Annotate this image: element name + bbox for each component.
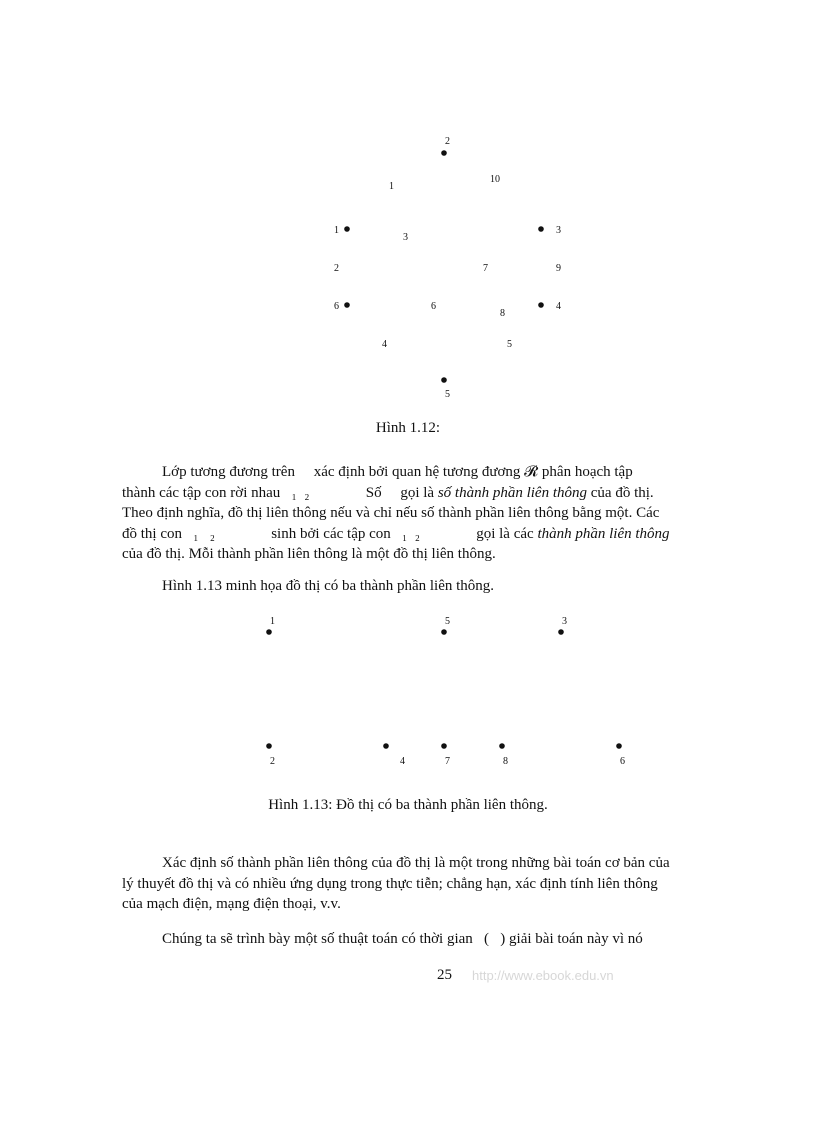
vertex-label-5: 5 [445,389,450,400]
vertex-label-1: 1 [270,616,275,627]
text-segment: đồ thị con ₁ ₂ sinh bởi các tập con ₁ ₂ gọi là các [122,525,538,542]
figure-1-13-caption: Hình 1.13: Đồ thị có ba thành phần liên thông. [268,797,548,813]
edge-label: 10 [490,174,500,185]
watermark-url: http://www.ebook.edu.vn [472,968,614,983]
text-line: của mạch điện, mạng điện thoại, v.v. [122,896,341,912]
text-segment: của đồ thị. [587,484,654,501]
vertex-label-4: 4 [400,756,405,767]
vertex-2 [266,743,272,749]
vertex-label-3: 3 [562,616,567,627]
vertex-2 [441,150,447,156]
vertex-label-8: 8 [503,756,508,767]
figure-1-12 [0,0,816,410]
edge-label: 7 [483,263,488,274]
vertex-1 [266,629,272,635]
edge-label: 1 [389,181,394,192]
vertex-label-6: 6 [620,756,625,767]
text-line [122,524,766,545]
text-line: Lớp tương đương trên xác định bởi quan hệ tương đương 𝓡 phân hoạch tập [162,464,633,480]
vertex-label-2: 2 [445,136,450,147]
paragraph-applications [122,853,766,915]
paragraph-components-definition [122,462,766,565]
vertex-6 [616,743,622,749]
edge-label: 8 [500,308,505,319]
vertex-8 [499,743,505,749]
vertex-5 [441,629,447,635]
text-line [122,483,766,504]
edge-label: 6 [431,301,436,312]
vertex-label-2: 2 [270,756,275,767]
paragraph-algorithms [122,929,766,950]
vertex-7 [441,743,447,749]
text-line: Theo định nghĩa, đồ thị liên thông nếu và chỉ nếu số thành phần liên thông bằng một. Các [122,505,660,521]
italic-term: số thành phần liên thông [437,484,587,501]
edge-label: 9 [556,263,561,274]
text-line: Xác định số thành phần liên thông của đồ thị là một trong những bài toán cơ bản của [162,855,670,871]
vertex-6 [344,302,350,308]
paragraph-figure-reference [122,576,766,597]
edge-label: 5 [507,339,512,350]
vertex-label-6: 6 [334,301,339,312]
vertex-label-7: 7 [445,756,450,767]
text-line: của đồ thị. Mỗi thành phần liên thông là một đồ thị liên thông. [122,546,496,562]
vertex-label-3: 3 [556,225,561,236]
italic-term: thành phần liên thông [537,525,670,542]
text-line: Hình 1.13 minh họa đồ thị có ba thành phần liên thông. [162,578,495,594]
page-number: 25 [437,967,452,983]
vertex-label-1: 1 [334,225,339,236]
vertex-1 [344,226,350,232]
edge-label: 3 [403,232,408,243]
vertex-label-4: 4 [556,301,561,312]
text-line: Chúng ta sẽ trình bày một số thuật toán có thời gian ( ) giải bài toán này vì nó [162,931,643,947]
vertex-3 [538,226,544,232]
text-segment: thành các tập con rời nhau ₁ ₂ Số gọi là [122,484,438,501]
edge-label: 2 [334,263,339,274]
vertex-label-5: 5 [445,616,450,627]
edge-label: 4 [382,339,387,350]
vertex-4 [538,302,544,308]
figure-1-12-caption: Hình 1.12: [375,420,441,436]
vertex-4 [383,743,389,749]
vertex-5 [441,377,447,383]
vertex-3 [558,629,564,635]
text-line: lý thuyết đồ thị và có nhiều ứng dụng trong thực tiễn; chẳng hạn, xác định tính liên thông [122,875,658,892]
